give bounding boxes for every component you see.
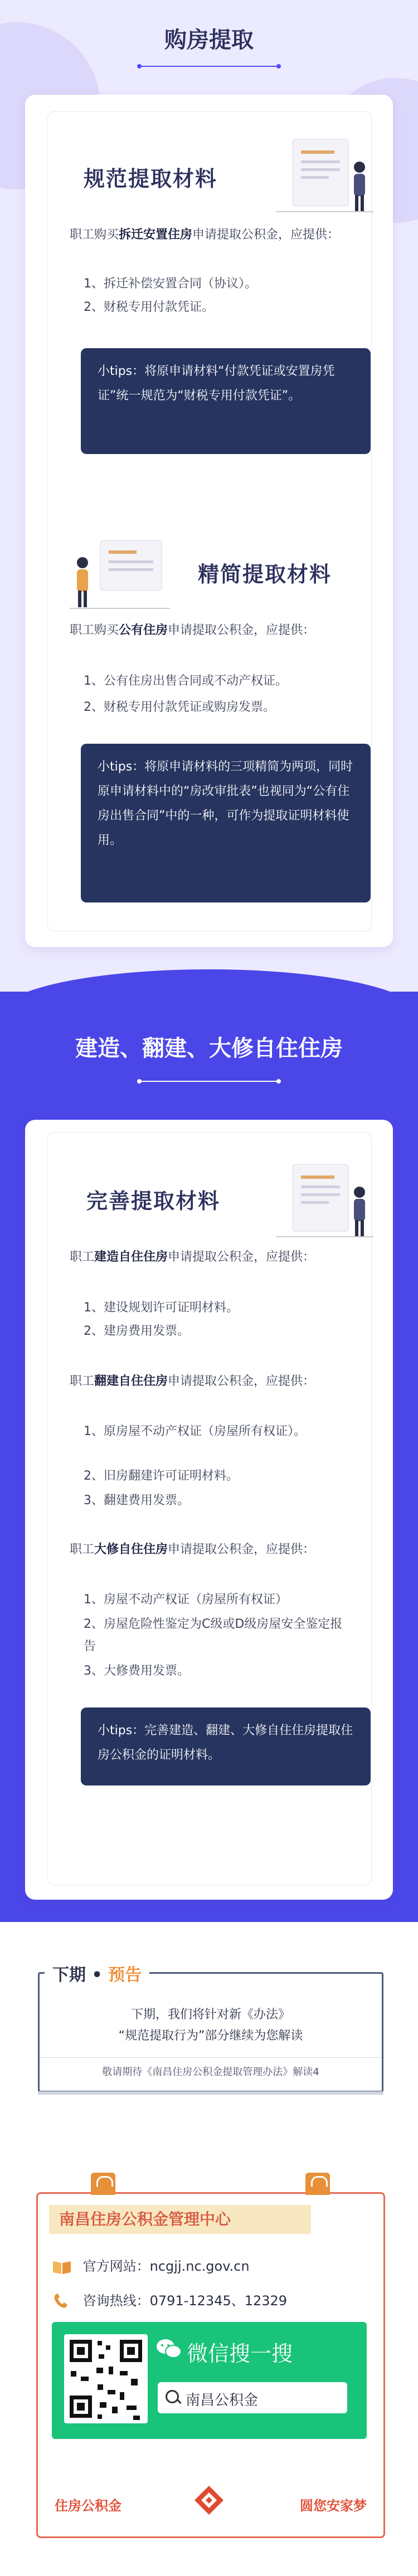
bold-text: 拆迁安置住房 (119, 228, 193, 242)
website-link[interactable]: ncgjj.nc.gov.cn (149, 2258, 250, 2274)
tip-box: 小tips：将原申请材料的三项精简为两项，同时原申请材料中的“房改审批表”也视同为“公有住房出售合同”中的一种，可作为提取证明材料使用。 (81, 744, 371, 902)
text: 职工 (70, 1543, 95, 1557)
document-person-illustration (270, 1159, 376, 1242)
bold-text: 公有住房 (119, 623, 168, 637)
list-item: 1、公有住房出售合同或不动产权证。 (84, 674, 288, 688)
title-underline (139, 66, 279, 67)
purple-section (0, 992, 418, 1922)
list-item: 2、财税专用付款凭证或购房发票。 (84, 700, 275, 714)
book-icon (52, 2258, 72, 2275)
wechat-search-title: 微信搜一搜 (187, 2341, 293, 2366)
logo-icon (192, 2484, 226, 2517)
next-title-left: 下期 (52, 1965, 86, 1985)
qr-code (64, 2334, 148, 2423)
phone-label: 咨询热线： (82, 2293, 150, 2309)
title-underline (139, 1081, 279, 1082)
section-heading: 规范提取材料 (84, 167, 218, 191)
phone-row (52, 2290, 287, 2310)
search-input[interactable] (158, 2382, 347, 2413)
list-item: 1、房屋不动产权证（房屋所有权证） (84, 1593, 288, 1607)
next-line-3: 敬请期待《南昌住房公积金提取管理办法》解读4 (102, 2066, 319, 2078)
card-build (25, 1120, 393, 1900)
next-line-2: “规范提取行为”部分继续为您解读 (118, 2029, 303, 2043)
phone-icon (52, 2293, 72, 2310)
search-text: 南昌公积金 (186, 2392, 259, 2409)
website-label: 官方网站： (82, 2258, 150, 2274)
list-item: 2、房屋危险性鉴定为C级或D级房屋安全鉴定报告 (84, 1617, 343, 1653)
section-title: 建造、翻建、大修自住住房 (75, 1036, 343, 1061)
bold-text: 翻建自住住房 (94, 1374, 168, 1388)
text: 职工 (70, 1250, 95, 1264)
text: 申请提取公积金，应提供： (192, 228, 340, 242)
next-preview-title (45, 1961, 149, 1983)
org-name: 南昌住房公积金管理中心 (49, 2205, 311, 2234)
footer-card (36, 2192, 385, 2538)
section-heading: 完善提取材料 (86, 1189, 221, 1213)
list-item: 1、建设规划许可证明材料。 (84, 1301, 239, 1315)
text: 职工购买 (70, 228, 119, 242)
paragraph (70, 1369, 387, 1394)
list-item: 2、财税专用付款凭证。 (84, 300, 214, 314)
text: 职工购买 (70, 623, 119, 637)
bold-text: 建造自住住房 (94, 1250, 168, 1264)
list-item: 1、拆迁补偿安置合同（协议）。 (84, 277, 257, 291)
text: 职工 (70, 1374, 95, 1388)
document-person-illustration (67, 535, 173, 613)
tip-box: 小tips：完善建造、翻建、大修自住住房提取住房公积金的证明材料。 (81, 1707, 371, 1785)
list-item: 1、原房屋不动产权证（房屋所有权证）。 (84, 1424, 306, 1438)
paragraph (70, 1245, 387, 1270)
list-item: 3、大修费用发票。 (84, 1664, 189, 1678)
list-item: 2、建房费用发票。 (84, 1324, 189, 1338)
dot: • (91, 1965, 103, 1985)
bold-text: 大修自住住房 (94, 1543, 168, 1557)
paragraph (70, 1538, 387, 1562)
list-item: 2、旧房翻建许可证明材料。 (84, 1469, 239, 1483)
slogan-left: 住房公积金 (55, 2498, 121, 2514)
card-purchase (25, 95, 393, 947)
hanger-icon (91, 2173, 115, 2195)
divider (40, 2057, 382, 2058)
paragraph (70, 618, 387, 643)
next-preview-box (38, 1972, 383, 2092)
wechat-icon (155, 2338, 182, 2360)
hanger-icon (305, 2173, 330, 2195)
website-row (52, 2255, 250, 2275)
next-line-1: 下期，我们将针对新《办法》 (130, 2008, 290, 2022)
tip-box: 小tips：将原申请材料“付款凭证或安置房凭证”统一规范为“财税专用付款凭证”。 (81, 348, 371, 454)
document-person-illustration (270, 134, 376, 217)
phone-number[interactable]: 0791-12345、12329 (149, 2293, 288, 2309)
search-icon (166, 2390, 179, 2403)
wechat-panel (52, 2322, 367, 2439)
shadow-bar (38, 2091, 383, 2095)
next-title-right: 预告 (108, 1965, 142, 1985)
list-item: 3、翻建费用发票。 (84, 1494, 189, 1507)
paragraph (70, 223, 387, 247)
slogan-right: 圆您安家梦 (300, 2498, 367, 2514)
page-title: 购房提取 (164, 27, 254, 53)
section-heading: 精简提取材料 (198, 562, 332, 587)
text: 申请提取公积金，应提供： (168, 1543, 315, 1557)
text: 申请提取公积金，应提供： (168, 623, 315, 637)
text: 申请提取公积金，应提供： (168, 1250, 315, 1264)
text: 申请提取公积金，应提供： (168, 1374, 315, 1388)
